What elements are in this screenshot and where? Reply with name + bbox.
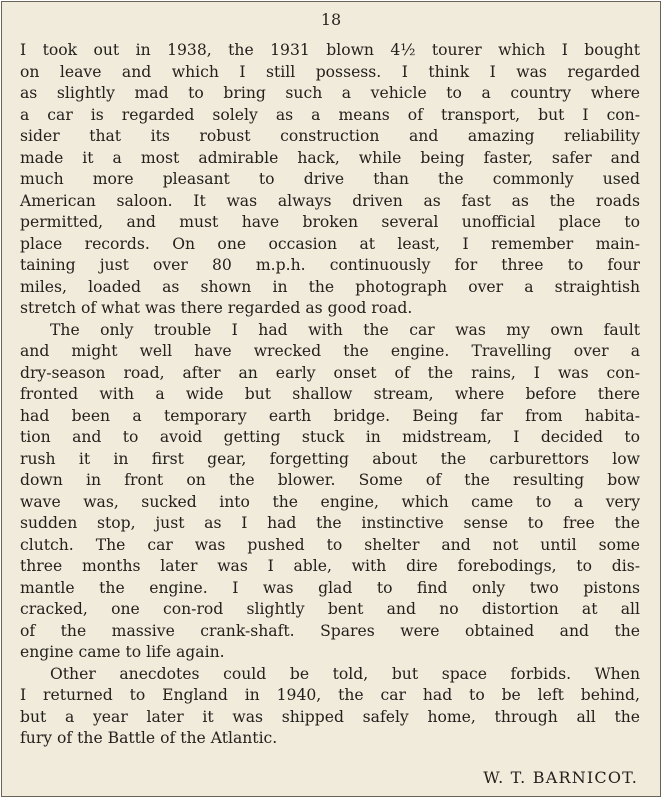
text-line: sider that its robust construction and amazing reliability [20, 127, 640, 145]
text-line: as slightly mad to bring such a vehicle to a country where [20, 84, 640, 102]
text-line: American saloon. It was always driven as fast as the roads [20, 191, 640, 210]
text-line: but a year later it was shipped safely home, through all the [20, 707, 640, 726]
paragraph-1 [20, 40, 640, 320]
text-line: I returned to England in 1940, the car had to be left behind, [20, 686, 640, 704]
book-page [1, 1, 661, 797]
author-signature: W. T. BARNICOT. [483, 768, 638, 787]
text-line: of the massive crank-shaft. Spares were obtained and the [20, 621, 640, 640]
text-line: Other anecdotes could be told, but space forbids. When [50, 664, 640, 683]
paragraph-3 [20, 664, 640, 750]
text-line: made it a most admirable hack, while being faster, safer and [20, 148, 640, 167]
text-line: tion and to avoid getting stuck in midstream, I decided to [20, 428, 640, 446]
paragraph-2 [20, 320, 640, 664]
text-line: The only trouble I had with the car was my own fault [50, 320, 640, 339]
page-number: 18 [320, 10, 342, 29]
text-line: down in front on the blower. Some of the resulting bow [20, 471, 640, 489]
text-line: mantle the engine. I was glad to find only two pistons [20, 578, 640, 597]
text-line: cracked, one con-rod slightly bent and no distortion at all [20, 600, 640, 618]
text-line: fronted with a wide but shallow stream, where before there [20, 385, 640, 403]
text-line: taining just over 80 m.p.h. continuously for three to four [20, 256, 640, 274]
text-line: and might well have wrecked the engine. Travelling over a [20, 342, 640, 360]
text-line: sudden stop, just as I had the instinctive sense to free the [20, 514, 640, 532]
text-line: permitted, and must have broken several unofficial place to [20, 213, 640, 231]
text-line: rush it in first gear, forgetting about the carburettors low [20, 449, 640, 468]
text-line: much more pleasant to drive than the commonly used [20, 170, 640, 188]
text-line: a car is regarded solely as a means of transport, but I con- [20, 105, 640, 124]
text-line: engine came to life again. [20, 643, 225, 661]
text-line: dry-season road, after an early onset of the rains, I was con- [20, 363, 640, 382]
text-line: place records. On one occasion at least, I remember main- [20, 234, 640, 253]
text-line: wave was, sucked into the engine, which came to a very [20, 492, 640, 511]
text-line: had been a temporary earth bridge. Being far from habita- [20, 406, 640, 425]
text-line: stretch of what was there regarded as good road. [20, 299, 413, 317]
text-line: miles, loaded as shown in the photograph over a straightish [20, 277, 640, 296]
text-line: fury of the Battle of the Atlantic. [20, 729, 278, 747]
text-line: I took out in 1938, the 1931 blown 4½ tourer which I bought [20, 41, 640, 59]
article-body [20, 40, 640, 750]
text-line: three months later was I able, with dire forebodings, to dis- [20, 557, 640, 575]
text-line: clutch. The car was pushed to shelter and not until some [20, 535, 640, 554]
text-line: on leave and which I still possess. I think I was regarded [20, 62, 640, 81]
